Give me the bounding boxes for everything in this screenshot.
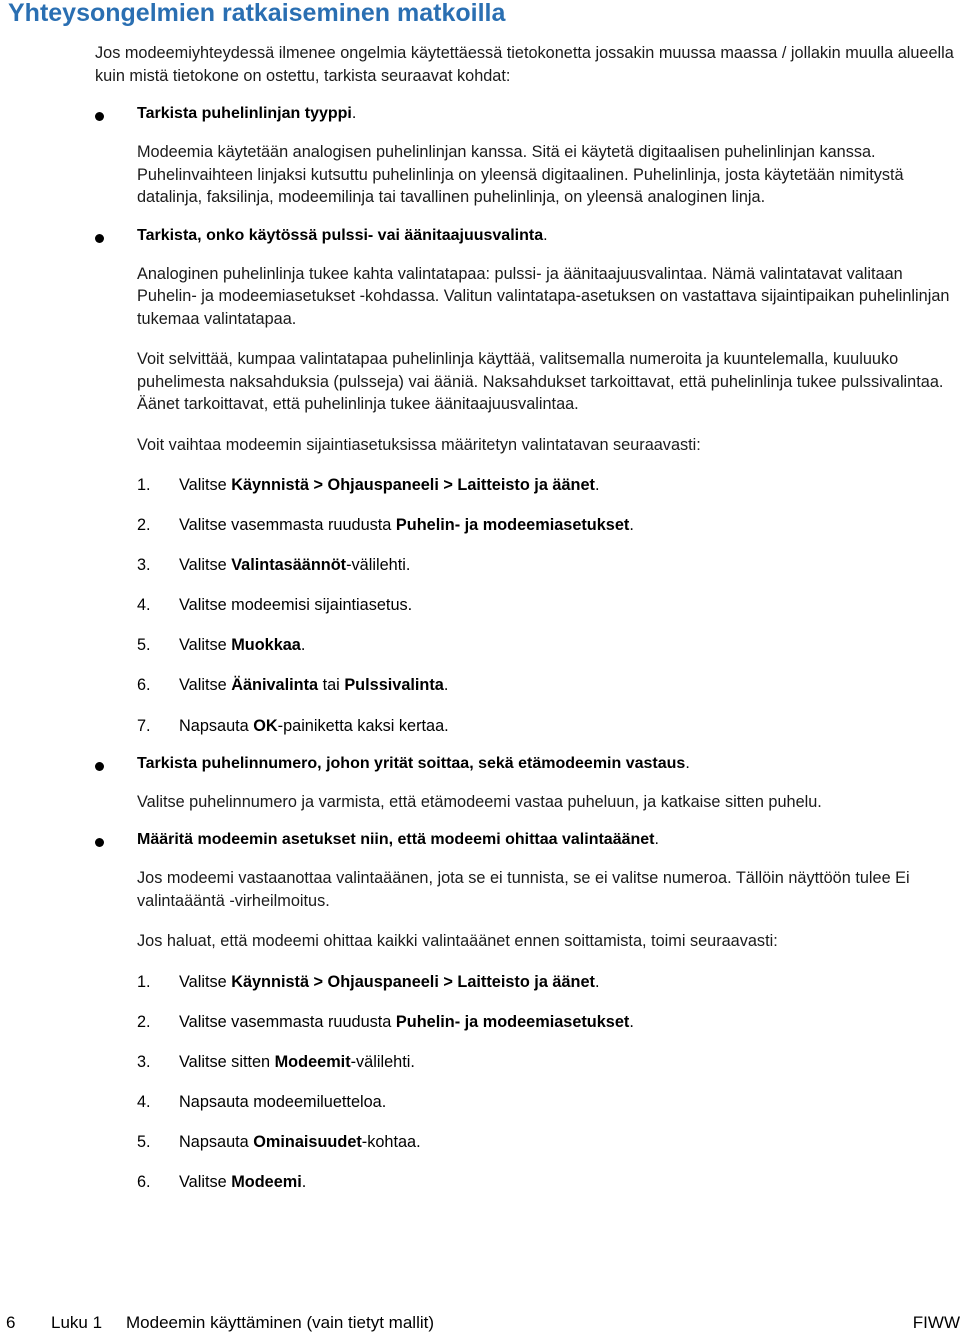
step-text: Valitse sitten <box>179 1052 275 1071</box>
language-code: FIWW <box>912 1313 960 1332</box>
step-text: Valitse <box>179 476 232 494</box>
step-item <box>137 634 957 657</box>
dial-tone-steps <box>95 971 957 1194</box>
step-text: Napsauta <box>179 1133 254 1152</box>
bullet-line-type <box>95 105 957 123</box>
step-text: Valitse modeemisi sijaintiasetus. <box>179 596 413 615</box>
step-number: 4. <box>137 1092 151 1111</box>
line-type-paragraph: Modeemia käytetään analogisen puhelinlinjan kanssa. Sitä ei käytetä digitaalisen puhelinlinjan kanssa. Puhelinvaihteen linjaksi kutsuttu puhelinlinja on yleensä digitaalinen. Puhelinlinja, josta käytetään nimitystä datalinja, faksilinja, modeemilinja tai tavallinen puhelinlinja, on yleensä analoginen linja. <box>137 143 904 206</box>
step-item <box>137 554 957 577</box>
intro-paragraph: Jos modeemiyhteydessä ilmenee ongelmia käytettäessä tietokonetta jossakin muussa maassa / jollakin muulla alueella kuin mistä tietokone on ostettu, tarkista seuraavat kohdat: <box>95 44 954 85</box>
step-item <box>137 1051 957 1074</box>
step-number: 5. <box>137 636 151 655</box>
step-number: 5. <box>137 1133 151 1152</box>
step-bold: Muokkaa <box>231 636 301 655</box>
step-text: . <box>629 1012 634 1031</box>
step-text: Valitse <box>179 972 232 991</box>
step-text: Valitse <box>179 556 232 575</box>
dial-mode-paragraph-3: Voit vaihtaa modeemin sijaintiasetuksissa määritetyn valintatavan seuraavasti: <box>137 435 701 454</box>
step-text: Valitse <box>179 636 232 655</box>
step-text: . <box>300 636 306 655</box>
step-text: -välilehti. <box>346 556 411 575</box>
step-text: Valitse vasemmasta ruudusta <box>179 1012 396 1031</box>
step-bold: Puhelin- ja modeemiasetukset <box>395 516 630 535</box>
step-number: 6. <box>137 1173 151 1192</box>
step-bold: Äänivalinta <box>231 676 319 695</box>
step-number: 3. <box>137 556 151 575</box>
step-text: Valitse <box>179 1173 232 1192</box>
page-footer <box>0 1311 960 1335</box>
document-body <box>95 42 957 1211</box>
step-text: . <box>629 516 634 535</box>
step-text: Valitse <box>179 676 232 695</box>
bullet-ignore-dial-tone <box>95 831 957 849</box>
step-item <box>137 1011 957 1034</box>
step-text: . <box>594 476 600 494</box>
bullet-icon <box>95 838 104 847</box>
step-item <box>137 1131 957 1154</box>
bullet-icon <box>95 234 104 243</box>
step-bold: Käynnistä > Ohjauspaneeli > Laitteisto ja äänet <box>231 972 595 991</box>
phone-number-paragraph: Valitse puhelinnumero ja varmista, että etämodeemi vastaa puheluun, ja katkaise sitten puhelu. <box>137 792 822 811</box>
step-item <box>137 1171 957 1194</box>
step-number: 6. <box>137 676 151 695</box>
step-text: Valitse vasemmasta ruudusta <box>179 516 396 535</box>
step-number: 1. <box>137 476 151 494</box>
bullet-heading: Tarkista puhelinnumero, johon yrität soittaa, sekä etämodeemin vastaus <box>137 754 686 772</box>
step-number: 4. <box>137 596 151 615</box>
step-text: -välilehti. <box>350 1052 415 1071</box>
chapter-label: Luku 1 <box>51 1313 103 1332</box>
bullet-heading-tail: . <box>351 105 357 122</box>
step-bold: Puhelin- ja modeemiasetukset <box>395 1012 630 1031</box>
bullet-dial-mode <box>95 227 957 245</box>
step-text: Napsauta <box>179 716 254 735</box>
step-bold: Modeemi <box>231 1173 302 1192</box>
step-bold: Modeemit <box>274 1052 351 1071</box>
step-item <box>137 474 957 497</box>
step-item <box>137 715 957 738</box>
bullet-heading-tail: . <box>654 831 659 849</box>
step-item <box>137 594 957 617</box>
step-bold: Käynnistä > Ohjauspaneeli > Laitteisto ja äänet <box>231 476 595 494</box>
step-number: 3. <box>137 1052 151 1071</box>
bullet-icon <box>95 762 104 771</box>
bullet-heading: Tarkista puhelinlinjan tyyppi <box>137 105 352 122</box>
step-number: 1. <box>137 972 151 991</box>
dial-mode-paragraph-2: Voit selvittää, kumpaa valintatapaa puhelinlinja käyttää, valitsemalla numeroita ja kuuntelemalla, kuuluuko puhelimesta naksahduksia (pulsseja) vai ääniä. Naksahdukset tarkoittavat, että puhelinlinja tukee pulssivalintaa. Äänet tarkoittavat, että puhelinlinja tukee äänitaajuusvalintaa. <box>137 350 944 413</box>
step-text: . <box>594 972 600 991</box>
step-text: . <box>301 1173 307 1192</box>
step-number: 7. <box>137 716 151 735</box>
step-text: . <box>443 676 449 695</box>
page-number: 6 <box>6 1313 16 1332</box>
step-bold: Pulssivalinta <box>344 676 444 695</box>
step-item <box>137 674 957 697</box>
step-text: -kohtaa. <box>361 1133 421 1152</box>
dial-mode-paragraph-1: Analoginen puhelinlinja tukee kahta valintatapaa: pulssi- ja äänitaajuusvalintaa. Nämä valintatavat valitaan Puhelin- ja modeemiasetukset -kohdassa. Valitun valintatapa-asetuksen on vastattava sijaintipaikan puhelinlinjan tukemaa valintatapaa. <box>137 264 950 328</box>
dial-tone-paragraph-1: Jos modeemi vastaanottaa valintaäänen, jota se ei tunnista, se ei valitse numeroa. Tällöin näyttöön tulee Ei valintaääntä -virheilmoitus. <box>137 869 910 910</box>
bullet-icon <box>95 112 104 121</box>
step-text: tai <box>318 676 345 695</box>
chapter-title: Modeemin käyttäminen (vain tietyt mallit) <box>126 1313 435 1332</box>
step-item <box>137 1091 957 1114</box>
step-number: 2. <box>137 516 151 535</box>
bullet-heading-tail: . <box>543 226 548 244</box>
bullet-heading: Määritä modeemin asetukset niin, että modeemi ohittaa valintaäänet <box>137 831 655 849</box>
bullet-heading: Tarkista, onko käytössä pulssi- vai äänitaajuusvalinta <box>137 226 544 244</box>
step-bold: Ominaisuudet <box>253 1133 362 1152</box>
bullet-phone-number <box>95 755 957 773</box>
step-text: -painiketta kaksi kertaa. <box>277 716 449 735</box>
step-bold: OK <box>253 716 278 735</box>
dial-tone-paragraph-2: Jos haluat, että modeemi ohittaa kaikki valintaäänet ennen soittamista, toimi seuraavasti: <box>137 932 778 951</box>
step-item <box>137 971 957 994</box>
step-bold: Valintasäännöt <box>231 556 347 575</box>
bullet-heading-tail: . <box>685 754 690 772</box>
step-text: Napsauta modeemiluetteloa. <box>179 1092 387 1111</box>
step-item <box>137 514 957 537</box>
dial-mode-steps <box>95 474 957 737</box>
step-number: 2. <box>137 1012 151 1031</box>
page-title: Yhteysongelmien ratkaiseminen matkoilla <box>8 0 506 27</box>
